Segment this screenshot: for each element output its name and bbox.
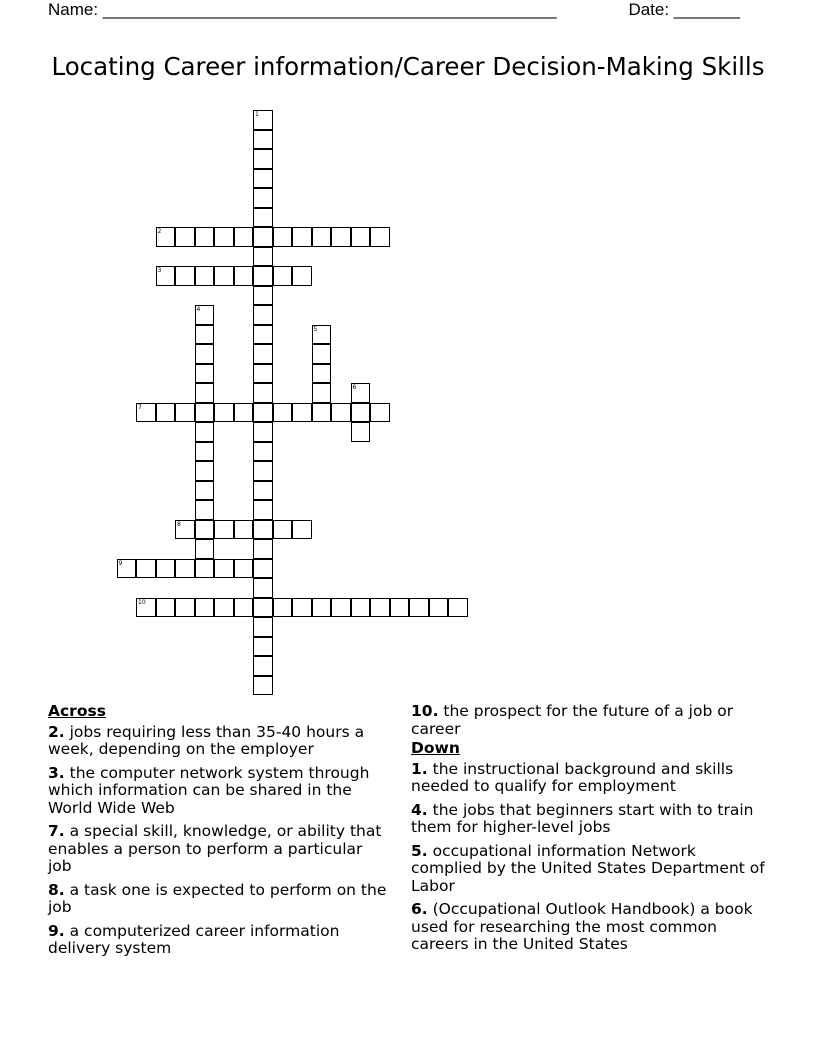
crossword-cell[interactable] <box>273 598 293 618</box>
crossword-cell[interactable] <box>175 227 195 247</box>
crossword-cell[interactable] <box>136 559 156 579</box>
crossword-cell[interactable] <box>156 598 176 618</box>
crossword-cell[interactable] <box>214 559 234 579</box>
crossword-cell[interactable] <box>195 422 215 442</box>
crossword-cell[interactable] <box>156 266 176 286</box>
crossword-cell[interactable] <box>253 422 273 442</box>
crossword-cell[interactable] <box>273 227 293 247</box>
crossword-cell[interactable] <box>253 637 273 657</box>
cell-number: 3 <box>157 267 162 274</box>
clue-text: a special skill, knowledge, or ability that enables a person to perform a particular job <box>48 822 382 875</box>
crossword-cell[interactable] <box>175 520 195 540</box>
crossword-cell[interactable] <box>195 520 215 540</box>
crossword-cell[interactable] <box>370 227 390 247</box>
crossword-cell[interactable] <box>253 364 273 384</box>
crossword-cell[interactable] <box>292 520 312 540</box>
crossword-cell[interactable] <box>156 403 176 423</box>
clue-number: 6. <box>411 900 428 918</box>
crossword-cell[interactable] <box>292 598 312 618</box>
clue-down <box>411 901 771 954</box>
crossword-cell[interactable] <box>292 403 312 423</box>
clue-number: 2. <box>48 722 65 741</box>
clue-down <box>411 761 771 796</box>
crossword-cell[interactable] <box>253 481 273 501</box>
crossword-cell[interactable] <box>195 266 215 286</box>
clue-text: the prospect for the future of a job or career <box>411 702 734 738</box>
clue-text: jobs requiring less than 35-40 hours a week, depending on the employer <box>48 722 365 758</box>
cell-number: 2 <box>157 228 162 235</box>
crossword-cell[interactable] <box>273 520 293 540</box>
crossword-cell[interactable] <box>195 344 215 364</box>
crossword-cell[interactable] <box>156 559 176 579</box>
crossword-cell[interactable] <box>234 559 254 579</box>
crossword-cell[interactable] <box>370 403 390 423</box>
clue-number: 3. <box>48 763 65 782</box>
crossword-cell[interactable] <box>195 481 215 501</box>
crossword-cell[interactable] <box>253 403 273 423</box>
cell-number: 10 <box>138 598 146 606</box>
crossword-cell[interactable] <box>312 383 332 403</box>
clues-left-column <box>48 703 388 964</box>
crossword-cell[interactable] <box>234 520 254 540</box>
crossword-cell[interactable] <box>234 598 254 618</box>
crossword-cell[interactable] <box>195 325 215 345</box>
crossword-cell[interactable] <box>331 403 351 423</box>
crossword-cell[interactable] <box>312 325 332 345</box>
crossword-cell[interactable] <box>253 130 273 150</box>
crossword-cell[interactable] <box>390 598 410 618</box>
crossword-cell[interactable] <box>429 598 449 618</box>
cell-number: 5 <box>313 325 318 333</box>
clue-number: 8. <box>48 880 65 899</box>
cell-number: 9 <box>118 559 123 567</box>
crossword-cell[interactable] <box>195 461 215 481</box>
crossword-cell[interactable] <box>312 598 332 618</box>
crossword-cell[interactable] <box>370 598 390 618</box>
clue-across <box>411 703 771 738</box>
clue-text: the computer network system through which information can be shared in the World Wide Web <box>48 763 370 817</box>
crossword-cell[interactable] <box>156 227 176 247</box>
crossword-cell[interactable] <box>253 149 273 169</box>
crossword-cell[interactable] <box>253 383 273 403</box>
clue-text: a task one is expected to perform on the job <box>48 880 387 916</box>
crossword-cell[interactable] <box>292 227 312 247</box>
crossword-cell[interactable] <box>195 500 215 520</box>
clue-text: the instructional background and skills needed to qualify for employment <box>411 759 734 795</box>
crossword-cell[interactable] <box>214 227 234 247</box>
crossword-cell[interactable] <box>195 598 215 618</box>
crossword-cell[interactable] <box>331 598 351 618</box>
clue-across <box>48 923 388 958</box>
clue-number: 7. <box>48 822 65 840</box>
clue-down <box>411 802 771 837</box>
crossword-cell[interactable] <box>273 266 293 286</box>
crossword-cell[interactable] <box>195 442 215 462</box>
crossword-cell[interactable] <box>253 247 273 267</box>
crossword-cell[interactable] <box>214 520 234 540</box>
crossword-cell[interactable] <box>409 598 429 618</box>
crossword-cell[interactable] <box>351 383 371 403</box>
clue-across <box>48 882 388 917</box>
crossword-cell[interactable] <box>253 325 273 345</box>
crossword-cell[interactable] <box>195 305 215 325</box>
crossword-cell[interactable] <box>312 364 332 384</box>
crossword-cell[interactable] <box>253 539 273 559</box>
crossword-cell[interactable] <box>312 403 332 423</box>
crossword-cell[interactable] <box>253 578 273 598</box>
clue-text: a computerized career information delivery system <box>48 921 340 957</box>
crossword-cell[interactable] <box>214 403 234 423</box>
crossword-cell[interactable] <box>175 266 195 286</box>
crossword-cell[interactable] <box>351 403 371 423</box>
clue-number: 5. <box>411 841 428 860</box>
crossword-cell[interactable] <box>253 442 273 462</box>
crossword-cell[interactable] <box>253 598 273 618</box>
crossword-cell[interactable] <box>253 344 273 364</box>
crossword-cell[interactable] <box>234 227 254 247</box>
crossword-cell[interactable] <box>136 598 156 618</box>
clue-across <box>48 765 388 818</box>
crossword-cell[interactable] <box>117 559 137 579</box>
clue-text: (Occupational Outlook Handbook) a book used for researching the most common careers in the United States <box>411 900 753 953</box>
clue-text: the jobs that beginners start with to train them for higher-level jobs <box>411 800 754 836</box>
clue-across <box>48 823 388 876</box>
name-field-label[interactable]: Name: ________________________________________________ <box>48 0 557 19</box>
clues-right-column <box>411 703 771 960</box>
crossword-cell[interactable] <box>253 208 273 228</box>
cell-number: 1 <box>255 111 259 118</box>
cell-number: 6 <box>352 384 357 391</box>
crossword-cell[interactable] <box>195 403 215 423</box>
crossword-cell[interactable] <box>351 598 371 618</box>
crossword-cell[interactable] <box>253 617 273 637</box>
clue-number: 9. <box>48 921 65 940</box>
crossword-cell[interactable] <box>253 461 273 481</box>
crossword-cell[interactable] <box>175 559 195 579</box>
crossword-cell[interactable] <box>175 598 195 618</box>
crossword-cell[interactable] <box>331 227 351 247</box>
crossword-cell[interactable] <box>195 539 215 559</box>
crossword-cell[interactable] <box>214 266 234 286</box>
crossword-cell[interactable] <box>253 227 273 247</box>
crossword-cell[interactable] <box>253 559 273 579</box>
across-heading: Across <box>48 702 106 720</box>
crossword-cell[interactable] <box>175 403 195 423</box>
crossword-cell[interactable] <box>253 188 273 208</box>
clue-down <box>411 843 771 896</box>
crossword-cell[interactable] <box>253 656 273 676</box>
cell-number: 8 <box>177 520 181 528</box>
down-heading: Down <box>411 739 460 757</box>
crossword-cell[interactable] <box>273 403 293 423</box>
crossword-cell[interactable] <box>253 266 273 286</box>
page-title: Locating Career information/Career Decision-Making Skills <box>51 52 765 81</box>
date-field-label[interactable]: Date: _______ <box>628 0 740 19</box>
crossword-cell[interactable] <box>195 227 215 247</box>
crossword-cell[interactable] <box>253 520 273 540</box>
clue-number: 10. <box>411 702 439 720</box>
crossword-cell[interactable] <box>253 169 273 189</box>
clue-number: 1. <box>411 759 428 778</box>
crossword-cell[interactable] <box>292 266 312 286</box>
clue-text: occupational information Network complied by the United States Department of Labor <box>411 841 765 895</box>
crossword-cell[interactable] <box>253 305 273 325</box>
crossword-cell[interactable] <box>312 227 332 247</box>
clue-across <box>48 724 388 759</box>
crossword-cell[interactable] <box>195 364 215 384</box>
crossword-cell[interactable] <box>253 676 273 696</box>
crossword-cell[interactable] <box>195 383 215 403</box>
crossword-cell[interactable] <box>312 344 332 364</box>
clue-number: 4. <box>411 800 428 819</box>
crossword-cell[interactable] <box>351 227 371 247</box>
crossword-cell[interactable] <box>448 598 468 618</box>
crossword-cell[interactable] <box>234 403 254 423</box>
cell-number: 4 <box>196 306 201 313</box>
crossword-cell[interactable] <box>253 286 273 306</box>
crossword-cell[interactable] <box>351 422 371 442</box>
crossword-cell[interactable] <box>234 266 254 286</box>
crossword-cell[interactable] <box>214 598 234 618</box>
crossword-cell[interactable] <box>195 559 215 579</box>
crossword-cell[interactable] <box>136 403 156 423</box>
cell-number: 7 <box>138 403 142 411</box>
crossword-cell[interactable] <box>253 500 273 520</box>
crossword-cell[interactable] <box>253 110 273 130</box>
